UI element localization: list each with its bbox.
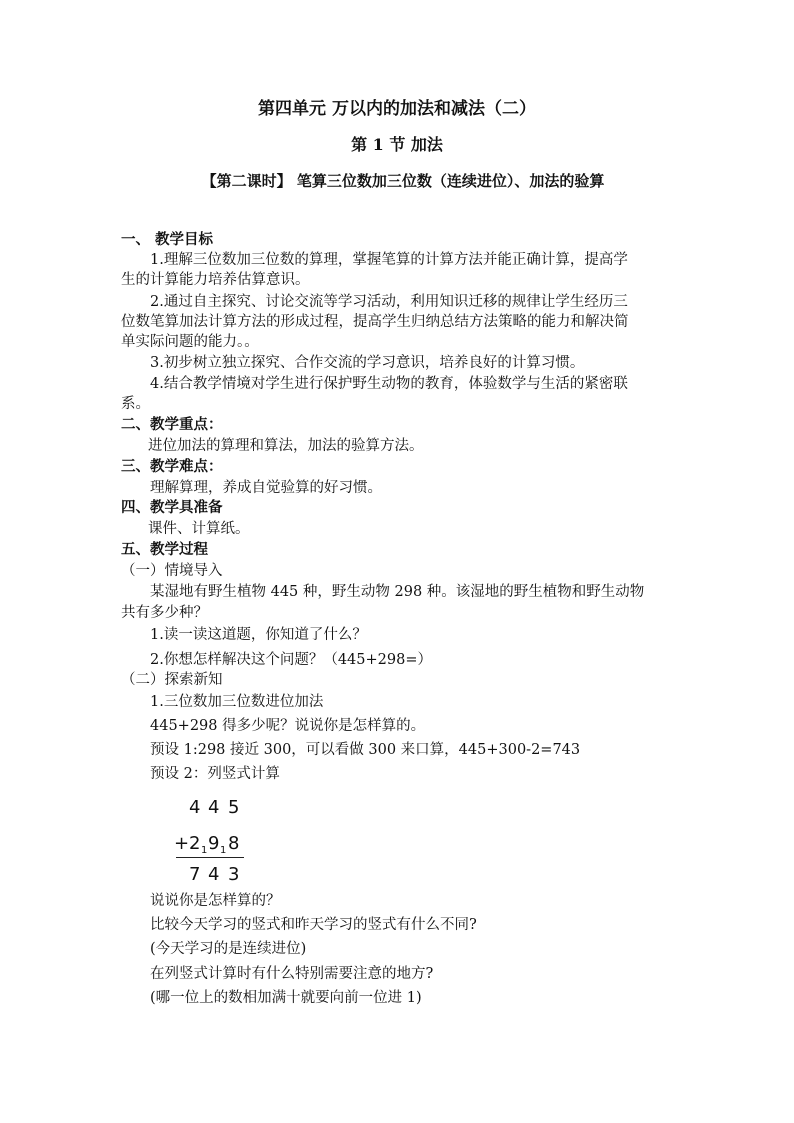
discussion-line-4: 在列竖式计算时有什么特别需要注意的地方? (150, 966, 434, 982)
process-part1-heading: （一）情境导入 (121, 563, 223, 579)
materials-heading: 四、教学具准备 (121, 499, 223, 516)
calculation-divider-line (176, 857, 244, 858)
objectives-heading: 一、 教学目标 (121, 231, 214, 248)
addend-1-hundreds: 4 (189, 797, 201, 818)
carry-digit-hundreds: 1 (201, 845, 208, 856)
objective-2-line-1: 2.通过自主探究、讨论交流等学习活动，利用知识迁移的规律让学生经历三 (150, 294, 628, 310)
process-part1-question-1: 1.读一读这道题，你知道了什么？ (150, 627, 367, 643)
process-part1-question-2: 2.你想怎样解决这个问题？（445+298=） (150, 652, 432, 668)
objective-1-line-2: 生的计算能力培养估算意识。 (121, 272, 310, 288)
objective-1-line-1: 1.理解三位数加三位数的算理，掌握笔算的计算方法并能正确计算，提高学 (150, 252, 628, 268)
result-hundreds: 7 (189, 864, 201, 885)
key-points-text: 进位加法的算理和算法，加法的验算方法。 (148, 438, 424, 454)
addend-2-ones: 8 (228, 833, 240, 854)
objective-4-line-2: 系。 (121, 396, 150, 412)
discussion-line-5: (哪一位上的数相加满十就要向前一位进 1) (150, 990, 422, 1006)
process-part2-subheading: 1.三位数加三位数进位加法 (150, 694, 324, 710)
process-heading: 五、教学过程 (121, 541, 208, 558)
objective-2-line-3: 单实际问题的能力。。 (121, 334, 259, 350)
lesson-title: 【第二课时】 笔算三位数加三位数（连续进位）、加法的验算 (201, 172, 605, 190)
unit-title: 第四单元 万以内的加法和减法（二） (258, 99, 536, 119)
section-title: 第 1 节 加法 (351, 135, 443, 154)
addend-2-tens: 9 (208, 833, 220, 854)
objective-4-line-1: 4.结合教学情境对学生进行保护野生动物的教育，体验数学与生活的紧密联 (150, 376, 628, 392)
process-part2-preset-1: 预设 1:298 接近 300，可以看做 300 来口算，445+300-2=743 (150, 742, 581, 758)
addend-1-tens: 4 (208, 797, 220, 818)
discussion-line-2: 比较今天学习的竖式和昨天学习的竖式有什么不同? (150, 917, 477, 933)
objective-2-line-2: 位数笔算加法计算方法的形成过程，提高学生归纳总结方法策略的能力和解决简 (121, 314, 629, 330)
key-points-heading: 二、教学重点： (121, 416, 223, 433)
addend-2-hundreds: 2 (189, 833, 201, 854)
plus-sign: + (174, 833, 190, 854)
process-part1-text-line-2: 共有多少种？ (121, 605, 208, 621)
difficulties-heading: 三、教学难点： (121, 458, 223, 475)
process-part2-heading: （二）探索新知 (121, 672, 223, 688)
materials-text: 课件、计算纸。 (148, 521, 250, 537)
result-tens: 4 (208, 864, 220, 885)
process-part1-text-line-1: 某湿地有野生植物 445 种，野生动物 298 种。该湿地的野生植物和野生动物 (150, 584, 645, 600)
objective-3: 3.初步树立独立探究、合作交流的学习意识，培养良好的计算习惯。 (150, 355, 585, 371)
addend-1-ones: 5 (228, 797, 240, 818)
difficulties-text: 理解算理，养成自觉验算的好习惯。 (150, 480, 382, 496)
process-part2-preset-2: 预设 2：列竖式计算 (150, 766, 280, 782)
discussion-line-1: 说说你是怎样算的？ (150, 893, 281, 909)
carry-digit-tens: 1 (220, 845, 227, 856)
discussion-line-3: (今天学习的是连续进位) (150, 941, 307, 957)
result-ones: 3 (228, 864, 240, 885)
process-part2-question: 445+298 得多少呢？说说你是怎样算的。 (150, 718, 426, 734)
